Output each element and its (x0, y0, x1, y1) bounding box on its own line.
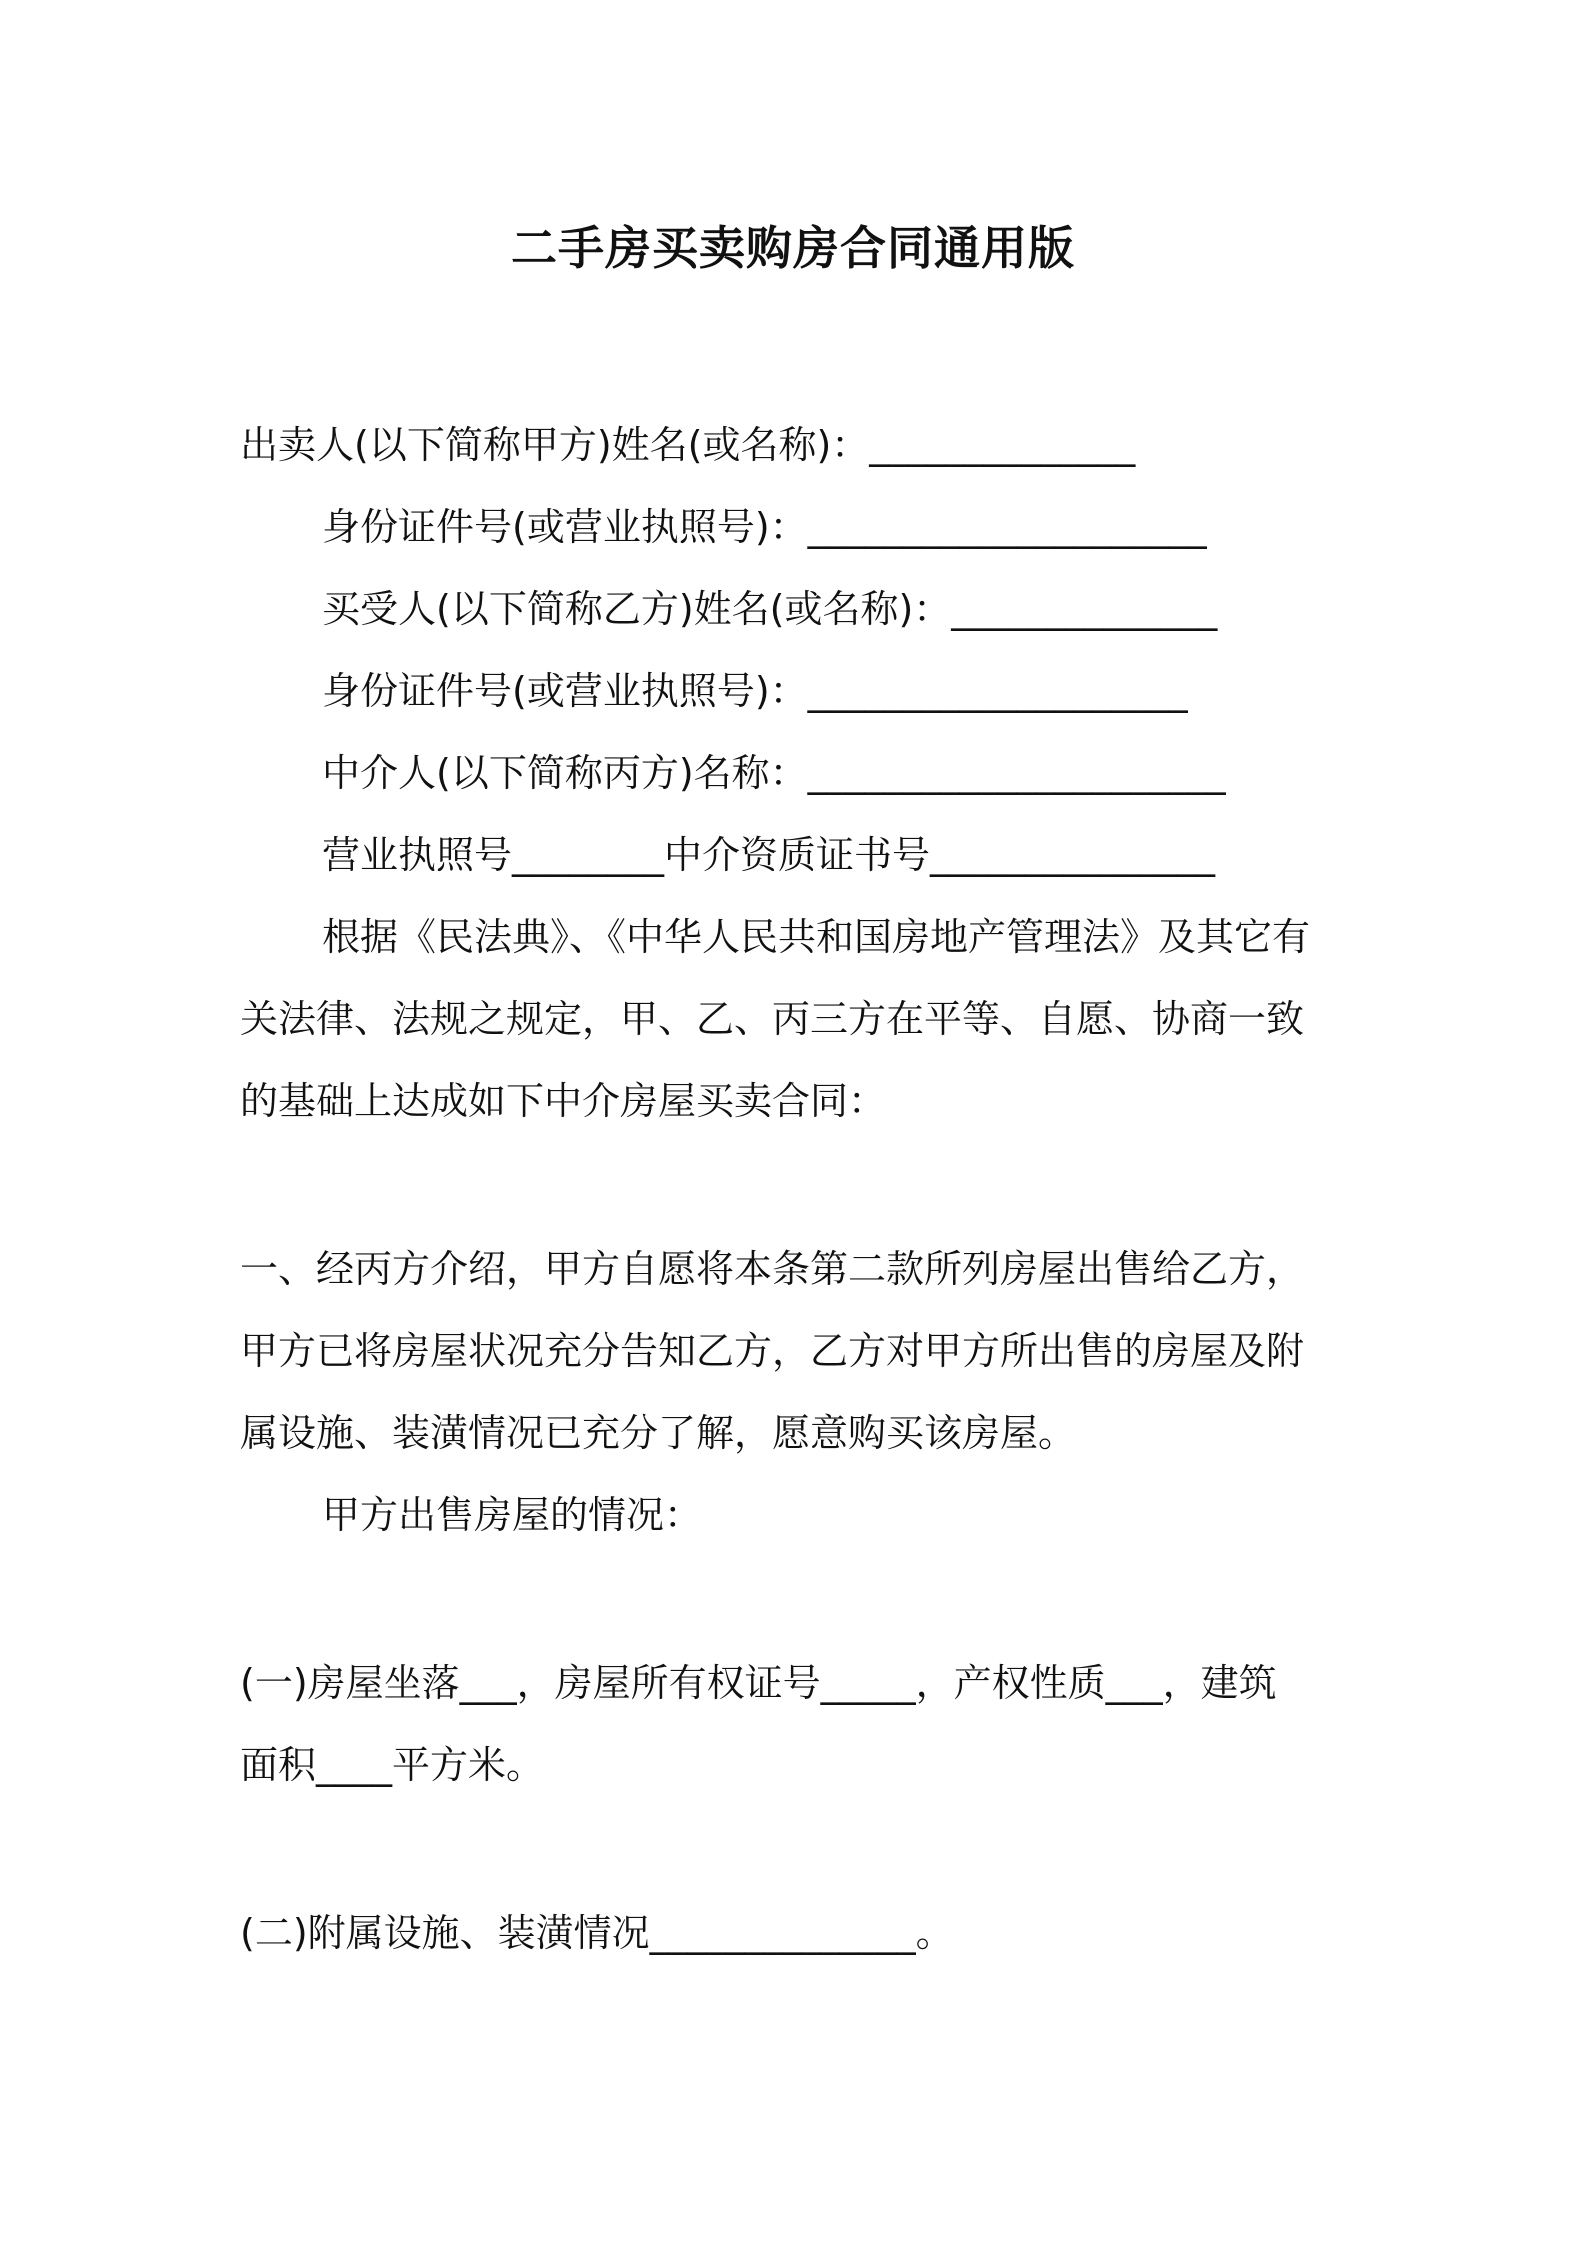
item-1-line-2: 面积____平方米。 (240, 1743, 545, 1787)
item-2-line: (二)附属设施、装潢情况______________。 (240, 1911, 954, 1955)
preamble-line-3: 的基础上达成如下中介房屋买卖合同： (240, 1079, 887, 1123)
seller-id-line: 身份证件号(或营业执照号)：_____________________ (322, 505, 1207, 549)
agent-name-line: 中介人(以下简称丙方)名称：______________________ (322, 751, 1226, 795)
buyer-id-line: 身份证件号(或营业执照号)：____________________ (322, 669, 1188, 713)
seller-name-line: 出卖人(以下简称甲方)姓名(或名称)：______________ (240, 423, 1136, 467)
clause-1-line-3: 属设施、装潢情况已充分了解，愿意购买该房屋。 (240, 1411, 1077, 1455)
item-1-line-1: (一)房屋坐落___，房屋所有权证号_____，产权性质___，建筑 (240, 1661, 1277, 1705)
license-line: 营业执照号________中介资质证书号_______________ (322, 833, 1216, 877)
property-heading: 甲方出售房屋的情况： (322, 1493, 703, 1537)
buyer-name-line: 买受人(以下简称乙方)姓名(或名称)：______________ (322, 587, 1218, 631)
document-title: 二手房买卖购房合同通用版 (511, 221, 1075, 275)
clause-1-line-2: 甲方已将房屋状况充分告知乙方，乙方对甲方所出售的房屋及附 (240, 1329, 1305, 1373)
preamble-line-2: 关法律、法规之规定，甲、乙、丙三方在平等、自愿、协商一致 (240, 997, 1305, 1041)
clause-1-line-1: 一、经丙方介绍，甲方自愿将本条第二款所列房屋出售给乙方， (240, 1247, 1305, 1291)
preamble-line-1: 根据《民法典》、《中华人民共和国房地产管理法》及其它有 (322, 915, 1311, 959)
